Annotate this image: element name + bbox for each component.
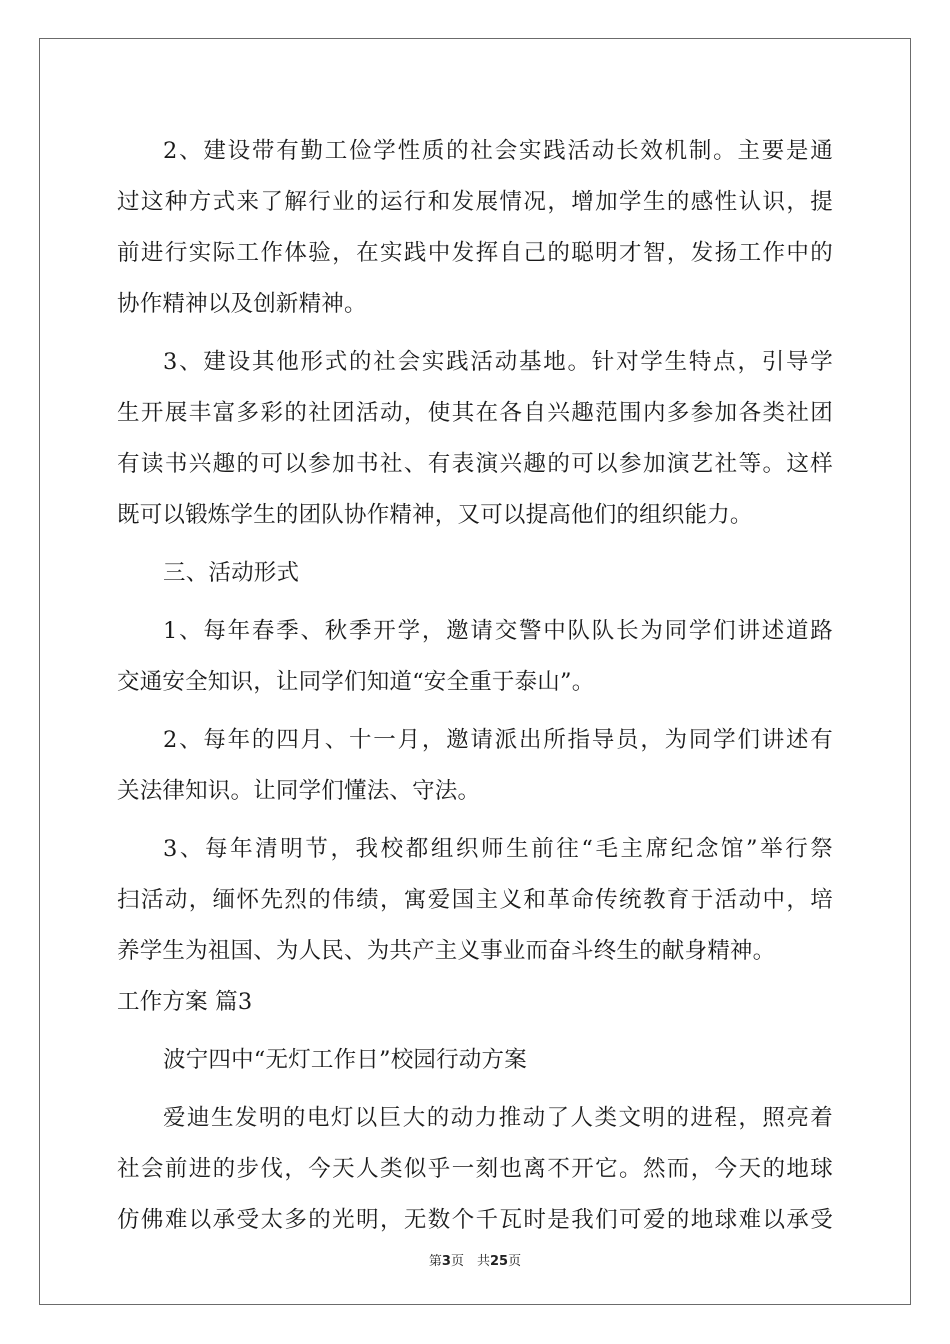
section-heading: 工作方案 篇3 [117,989,253,1015]
text-line: 爱迪生发明的电灯以巨大的动力推动了人类文明的进程，照亮着 [163,1105,833,1131]
text-line: 关法律知识。让同学们懂法、守法。 [117,778,481,804]
paragraph [117,126,833,330]
text-line: 1、每年春季、秋季开学，邀请交警中队队长为同学们讲述道路 [163,618,833,644]
paragraph [117,606,833,708]
paragraph [117,1035,833,1086]
document-body [117,126,833,1246]
paragraph [117,824,833,977]
text-line: 仿佛难以承受太多的光明，无数个千瓦时是我们可爱的地球难以承受 [117,1207,833,1233]
text-line: 既可以锻炼学生的团队协作精神，又可以提高他们的组织能力。 [117,502,753,528]
text-line: 波宁四中“无灯工作日”校园行动方案 [163,1047,527,1073]
text-line: 生开展丰富多彩的社团活动，使其在各自兴趣范围内多参加各类社团 [117,400,833,426]
footer-suffix: 页 [508,1254,522,1269]
text-line: 2、每年的四月、十一月，邀请派出所指导员，为同学们讲述有 [163,727,833,753]
footer-prefix: 第 [428,1254,442,1269]
text-line: 协作精神以及创新精神。 [117,291,367,317]
paragraph [117,715,833,817]
text-line: 3、建设其他形式的社会实践活动基地。针对学生特点，引导学 [163,349,833,375]
page-footer [0,1250,950,1269]
subheading [117,548,833,599]
text-line: 扫活动，缅怀先烈的伟绩，寓爱国主义和革命传统教育于活动中，培 [117,887,833,913]
footer-mid: 页 共 [450,1254,490,1269]
text-line: 社会前进的步伐，今天人类似乎一刻也离不开它。然而，今天的地球 [117,1156,833,1182]
total-page-count: 25 [489,1254,509,1269]
text-line: 前进行实际工作体验，在实践中发挥自己的聪明才智，发扬工作中的 [117,240,833,266]
paragraph [117,1093,833,1246]
text-line: 交通安全知识，让同学们知道“安全重于泰山”。 [117,669,595,695]
text-line: 三、活动形式 [163,560,300,586]
current-page-number: 3 [441,1254,451,1269]
text-line: 有读书兴趣的可以参加书社、有表演兴趣的可以参加演艺社等。这样 [117,451,833,477]
text-line: 养学生为祖国、为人民、为共产主义事业而奋斗终生的献身精神。 [117,938,776,964]
text-line: 过这种方式来了解行业的运行和发展情况，增加学生的感性认识，提 [117,189,833,215]
text-line: 3、每年清明节，我校都组织师生前往“毛主席纪念馆”举行祭 [163,836,833,862]
text-line: 2、建设带有勤工俭学性质的社会实践活动长效机制。主要是通 [163,138,833,164]
paragraph [117,337,833,541]
